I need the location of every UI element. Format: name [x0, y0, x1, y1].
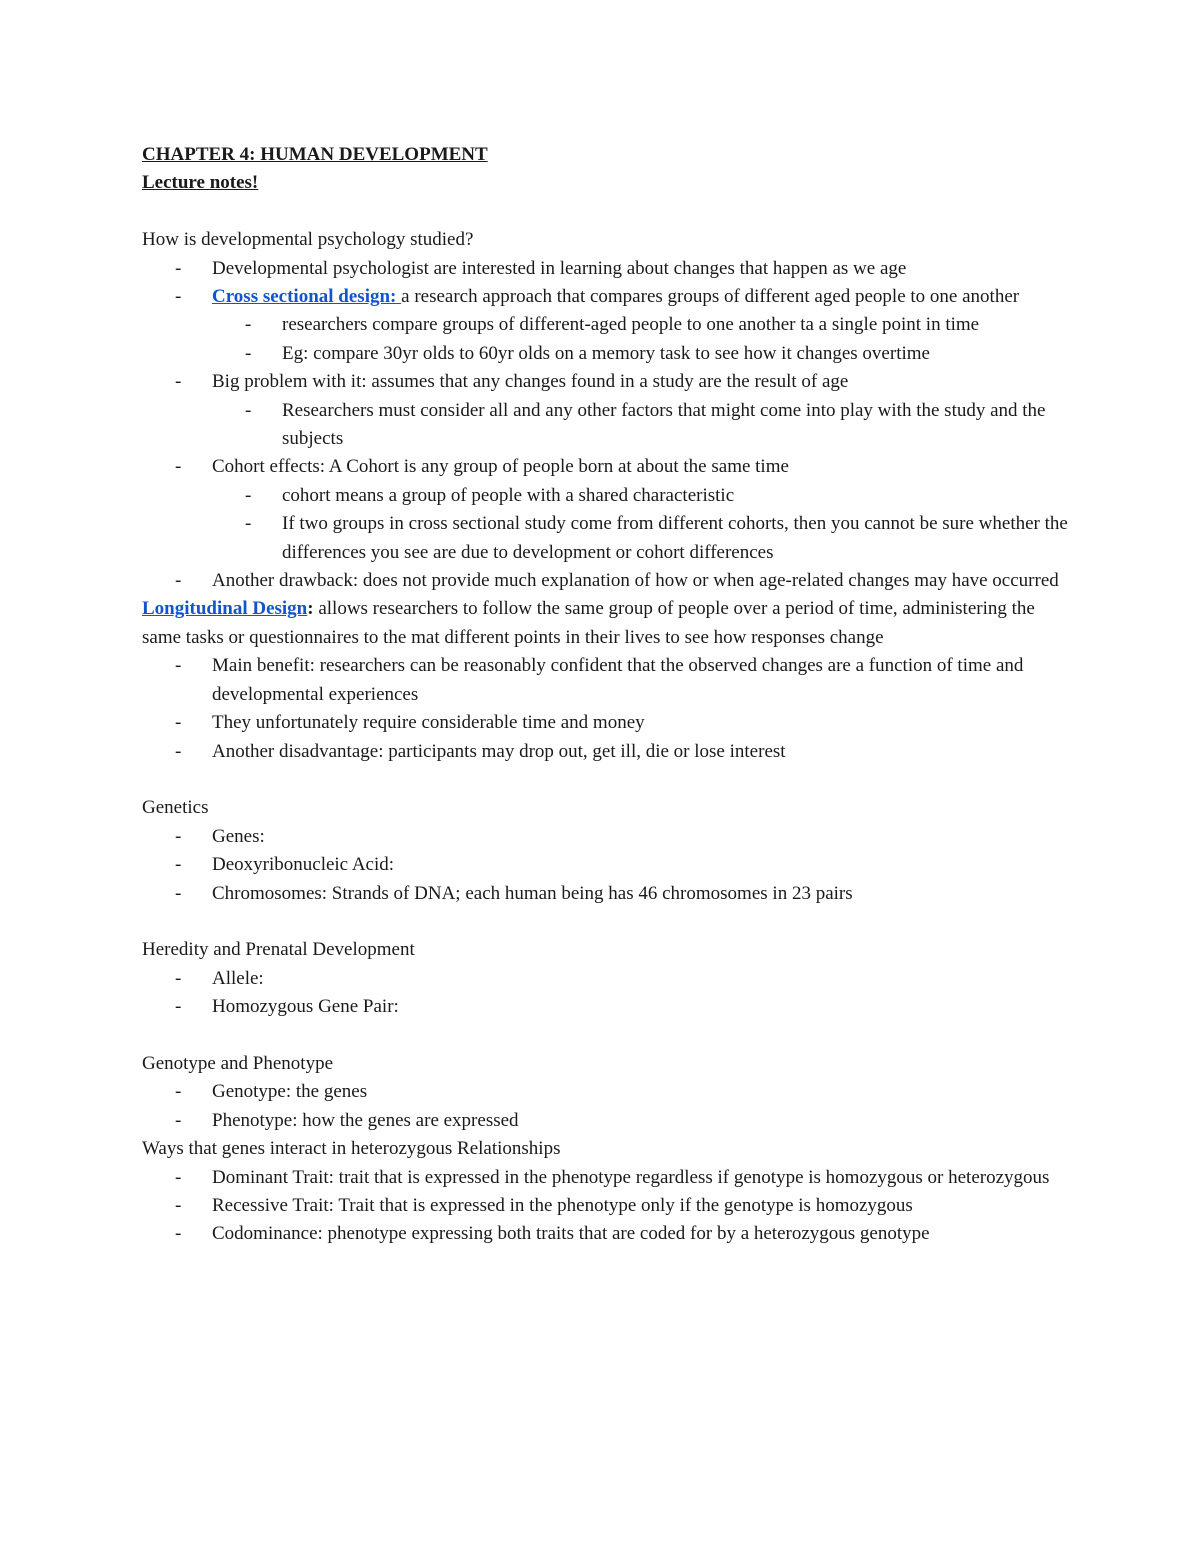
- list-item: - Allele:: [175, 967, 264, 989]
- list-item: - Researchers must consider all and any other factors that might come into play with the study and the subjects: [245, 399, 1046, 450]
- list-item: - Eg: compare 30yr olds to 60yr olds on a memory task to see how it changes overtime: [245, 342, 930, 364]
- list-item: - Cohort effects: A Cohort is any group of people born at about the same time - cohort means a group of people with a shared characteristic - If two groups in cross sectional study come from different cohorts, then you cannot be sure whether the differences you see are due to development or cohort differences: [142, 453, 1072, 567]
- list-item: - Chromosomes: Strands of DNA; each human being has 46 chromosomes in 23 pairs: [175, 882, 853, 904]
- section-heading-gene-interaction: Ways that genes interact in heterozygous Relationships: [142, 1138, 561, 1160]
- longitudinal-design-paragraph: Longitudinal Design: allows researchers to follow the same group of people over a period of time, administering the same tasks or questionnaires to the mat different points in their lives to see how responses change: [142, 598, 1035, 648]
- blank-line: [142, 1022, 1072, 1050]
- list-item: - Recessive Trait: Trait that is expressed in the phenotype only if the genotype is homozygous: [175, 1194, 913, 1216]
- list-item: - researchers compare groups of different-aged people to one another ta a single point in time: [245, 314, 980, 336]
- list-item: - If two groups in cross sectional study come from different cohorts, then you cannot be sure whether the differences you see are due to development or cohort differences: [245, 513, 1068, 563]
- list-item: - Developmental psychologist are interested in learning about changes that happen as we age: [175, 257, 907, 279]
- sub-bullet-list: [212, 311, 1072, 368]
- term-cross-sectional-design: Cross sectional design:: [212, 286, 402, 308]
- term-longitudinal-design: Longitudinal Design: [142, 598, 308, 620]
- list-item: - Genotype: the genes: [175, 1081, 368, 1103]
- list-item: - Another disadvantage: participants may drop out, get ill, die or lose interest: [175, 740, 786, 762]
- sub-bullet-list: [212, 397, 1072, 454]
- section-heading-genotype-phenotype: Genotype and Phenotype: [142, 1052, 334, 1074]
- list-item: - Cross sectional design: a research approach that compares groups of different aged people to one another - researchers compare groups of different-aged people to one another ta a single point in time - Eg: compare 30yr olds to 60yr olds on a memory task to see how it changes overtime: [142, 283, 1072, 368]
- section-heading-genetics: Genetics: [142, 797, 209, 819]
- bullet-list-developmental-study: [142, 255, 1072, 596]
- list-item: - They unfortunately require considerable time and money: [175, 712, 645, 734]
- list-item: - Genes:: [175, 825, 265, 847]
- list-item: - Big problem with it: assumes that any changes found in a study are the result of age - Researchers must consider all and any other factors that might come into play with the study and the subjects: [142, 368, 1072, 453]
- list-item: - Dominant Trait: trait that is expressed in the phenotype regardless if genotype is homozygous or heterozygous: [175, 1166, 1050, 1188]
- bullet-list-gene-interaction: [142, 1164, 1072, 1249]
- section-heading-heredity: Heredity and Prenatal Development: [142, 939, 415, 961]
- bullet-list-genetics: [142, 823, 1072, 908]
- list-item: - Homozygous Gene Pair:: [175, 996, 399, 1018]
- list-item: - cohort means a group of people with a shared characteristic: [245, 484, 735, 506]
- list-item: - Phenotype: how the genes are expressed: [175, 1109, 519, 1131]
- sub-bullet-list: [212, 482, 1072, 567]
- blank-line: [142, 908, 1072, 936]
- document-subtitle: Lecture notes!: [142, 172, 259, 194]
- blank-line: [142, 198, 1072, 226]
- document-page: [142, 141, 1072, 1249]
- blank-line: [142, 766, 1072, 794]
- list-item: - Main benefit: researchers can be reasonably confident that the observed changes are a function of time and developmental experiences: [175, 655, 1024, 705]
- bullet-list-genotype-phenotype: [142, 1078, 1072, 1135]
- list-item: - Codominance: phenotype expressing both traits that are coded for by a heterozygous genotype: [175, 1223, 930, 1245]
- section-heading-developmental-study: How is developmental psychology studied?: [142, 229, 474, 251]
- bullet-list-heredity: [142, 965, 1072, 1022]
- list-item: - Deoxyribonucleic Acid:: [175, 854, 395, 876]
- document-title: CHAPTER 4: HUMAN DEVELOPMENT: [142, 144, 488, 165]
- bullet-list-longitudinal: [142, 652, 1072, 766]
- list-item: - Another drawback: does not provide much explanation of how or when age-related changes may have occurred: [175, 570, 1059, 592]
